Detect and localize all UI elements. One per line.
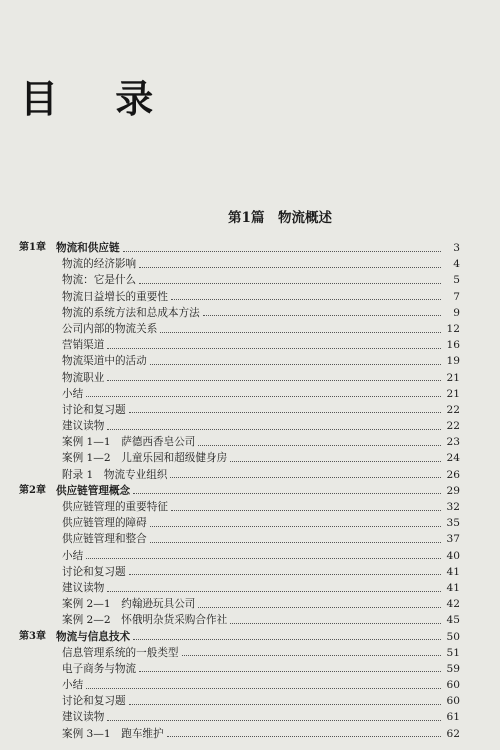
entry-title: 讨论和复习题 [62, 695, 126, 708]
toc-entry [62, 564, 460, 580]
toc-entry [62, 402, 460, 418]
page-number: 37 [446, 533, 460, 546]
entry-title: 物流的系统方法和总成本方法 [62, 306, 200, 319]
toc-entry-row [0, 580, 500, 596]
toc-entry [56, 483, 460, 499]
page-number: 61 [446, 711, 460, 724]
dot-leader [129, 704, 441, 705]
toc-entry [62, 289, 460, 305]
page-number: 7 [453, 290, 460, 303]
page-number: 21 [446, 387, 460, 400]
entry-title: 附录 1 物流专业组织 [62, 468, 168, 481]
toc-entry [62, 418, 460, 434]
toc-entry [62, 580, 460, 596]
entry-title: 营销渠道 [62, 339, 105, 352]
toc-entry-row [0, 418, 500, 434]
dot-leader [170, 477, 441, 478]
toc-entry-row [0, 256, 500, 272]
entry-title: 物流与信息技术 [56, 630, 131, 643]
entry-title: 案例 1—2 儿童乐园和超级健身房 [62, 452, 228, 465]
page-number: 41 [446, 565, 460, 578]
dot-leader [107, 348, 441, 349]
entry-title: 物流渠道中的活动 [62, 355, 147, 368]
page-number: 42 [446, 598, 460, 611]
entry-title: 讨论和复习题 [62, 403, 126, 416]
toc-entry [62, 661, 460, 677]
entry-title: 建议读物 [62, 420, 105, 433]
page-number: 5 [453, 274, 460, 287]
entry-title: 小结 [62, 679, 84, 692]
page-number: 23 [446, 436, 460, 449]
entry-title: 小结 [62, 387, 84, 400]
page-number: 40 [446, 549, 460, 562]
entry-title: 信息管理系统的一般类型 [62, 646, 179, 659]
page-number: 32 [446, 501, 460, 513]
toc-entry [62, 450, 460, 466]
page-number: 21 [446, 371, 460, 384]
page-number: 26 [446, 468, 460, 481]
chapter-number: 第2章 [19, 484, 46, 496]
dot-leader [139, 671, 441, 672]
toc-entry [62, 321, 460, 337]
toc-entry-row [0, 321, 500, 337]
entry-title: 建议读物 [62, 711, 105, 724]
toc-entry [62, 596, 460, 612]
page-number: 29 [446, 484, 460, 497]
toc-chapter-row [0, 240, 500, 256]
toc-entry [62, 499, 460, 515]
dot-leader [171, 299, 441, 300]
page-number: 22 [446, 403, 460, 416]
toc-entry-row [0, 402, 500, 418]
toc-entry [62, 709, 460, 725]
toc-entry [62, 515, 460, 531]
page-number: 45 [446, 614, 460, 627]
dot-leader [86, 558, 441, 559]
toc-entry [62, 272, 460, 288]
page-number: 9 [453, 306, 460, 319]
toc-entry-row [0, 289, 500, 305]
toc-entry-row [0, 337, 500, 353]
toc-entry-row [0, 661, 500, 677]
toc-entry-row [0, 693, 500, 709]
toc-entry [62, 353, 460, 369]
page-number: 3 [453, 242, 460, 254]
toc-entry [62, 677, 460, 693]
dot-leader [150, 364, 441, 365]
entry-title: 案例 2—2 怀俄明杂货采购合作社 [62, 614, 228, 627]
dot-leader [139, 267, 441, 268]
entry-title: 供应链管理概念 [56, 484, 131, 497]
page-number: 35 [446, 517, 460, 530]
entry-title: 案例 2—1 约翰逊玩具公司 [62, 598, 196, 611]
page-number: 51 [446, 646, 460, 659]
toc-chapter-row [0, 483, 500, 499]
toc-entry-row [0, 645, 500, 661]
entry-title: 物流职业 [62, 371, 105, 384]
toc-entry-row [0, 564, 500, 580]
toc-entry [62, 305, 460, 321]
entry-title: 小结 [62, 549, 84, 562]
dot-leader [160, 332, 441, 333]
dot-leader [230, 461, 441, 462]
toc-entry [62, 370, 460, 386]
toc-entry [62, 434, 460, 450]
chapter-number: 第1章 [19, 242, 46, 253]
page-number: 22 [446, 420, 460, 433]
entry-title: 公司内部的物流关系 [62, 322, 158, 335]
dot-leader [182, 655, 441, 656]
page-number: 16 [446, 339, 460, 352]
dot-leader [107, 591, 441, 592]
entry-title: 案例 1—1 萨德西香皂公司 [62, 436, 196, 449]
page-number: 12 [446, 322, 460, 335]
entry-title: 电子商务与物流 [62, 662, 137, 675]
dot-leader [230, 623, 441, 624]
page-number: 60 [446, 695, 460, 708]
toc-entry [62, 256, 460, 272]
page-number: 24 [446, 452, 460, 465]
toc-entry-row [0, 612, 500, 628]
dot-leader [129, 412, 441, 413]
entry-title: 建议读物 [62, 581, 105, 594]
toc-entry [62, 337, 460, 353]
toc-entry-row [0, 515, 500, 531]
dot-leader [167, 736, 441, 737]
dot-leader [133, 639, 441, 640]
table-of-contents [0, 240, 500, 742]
toc-entry [56, 240, 460, 256]
entry-title: 物流的经济影响 [62, 258, 137, 271]
entry-title: 讨论和复习题 [62, 565, 126, 578]
toc-entry [62, 645, 460, 661]
chapter-number: 第3章 [19, 630, 46, 642]
toc-entry-row [0, 450, 500, 466]
dot-leader [107, 380, 441, 381]
toc-entry-row [0, 353, 500, 369]
page-number: 60 [446, 679, 460, 692]
dot-leader [150, 542, 441, 543]
dot-leader [129, 574, 441, 575]
page-number: 59 [446, 662, 460, 675]
dot-leader [86, 396, 441, 397]
page-number: 19 [446, 355, 460, 368]
page-number: 50 [446, 630, 460, 643]
dot-leader [133, 493, 441, 494]
dot-leader [139, 283, 441, 284]
dot-leader [171, 510, 441, 511]
dot-leader [203, 315, 441, 316]
dot-leader [198, 445, 441, 446]
toc-entry-row [0, 370, 500, 386]
entry-title: 供应链管理和整合 [62, 533, 147, 546]
toc-entry-row [0, 305, 500, 321]
toc-entry [62, 467, 460, 483]
page-number: 41 [446, 581, 460, 594]
toc-entry [62, 531, 460, 547]
toc-entry-row [0, 499, 500, 515]
toc-entry [62, 726, 460, 742]
page-number: 4 [453, 258, 460, 271]
dot-leader [107, 720, 441, 721]
entry-title: 物流和供应链 [56, 242, 120, 254]
toc-entry-row [0, 726, 500, 742]
entry-title: 案例 3—1 跑车维护 [62, 727, 164, 740]
toc-entry-row [0, 386, 500, 402]
toc-entry [62, 612, 460, 628]
part-heading: 第1篇 物流概述 [228, 210, 332, 226]
toc-entry-row [0, 531, 500, 547]
dot-leader [107, 429, 441, 430]
toc-entry-row [0, 596, 500, 612]
toc-entry-row [0, 467, 500, 483]
page-number: 62 [446, 727, 460, 740]
entry-title: 物流：它是什么 [62, 274, 137, 287]
toc-entry-row [0, 434, 500, 450]
toc-entry-row [0, 709, 500, 725]
toc-entry [56, 629, 460, 645]
dot-leader [150, 526, 441, 527]
toc-entry-row [0, 548, 500, 564]
toc-entry-row [0, 677, 500, 693]
dot-leader [198, 607, 441, 608]
page-title: 目 录 [20, 77, 176, 121]
toc-entry-row [0, 272, 500, 288]
dot-leader [123, 251, 441, 252]
toc-chapter-row [0, 629, 500, 645]
dot-leader [86, 688, 441, 689]
toc-entry [62, 548, 460, 564]
toc-entry [62, 693, 460, 709]
toc-entry [62, 386, 460, 402]
entry-title: 物流日益增长的重要性 [62, 290, 168, 303]
entry-title: 供应链管理的重要特征 [62, 501, 168, 513]
entry-title: 供应链管理的障碍 [62, 517, 147, 530]
